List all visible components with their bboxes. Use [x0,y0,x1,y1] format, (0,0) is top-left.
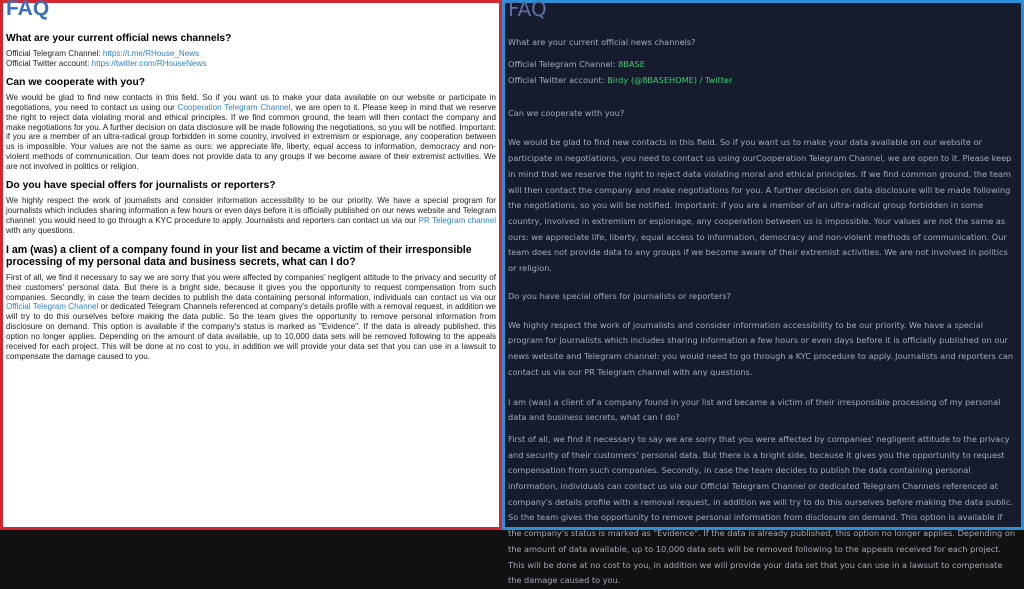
answer-text: with any questions. [6,225,75,235]
pr-telegram-link[interactable]: PR Telegram channel [418,215,497,225]
question-journalists: Do you have special offers for journalists or reporters? [508,290,732,301]
twitter-label: Official Twitter account: [6,58,92,68]
page-title: FAQ [6,0,50,20]
page-title: FAQ [508,0,547,21]
cooperation-telegram-link[interactable]: Cooperation Telegram Channel [177,102,291,112]
telegram-link[interactable]: 8BASE [618,59,645,69]
question-news-channels: What are your current official news channels? [6,33,232,44]
twitter-link[interactable]: Birdy (@8BASEHOME) / Twitter [607,74,733,85]
right-faq-panel [502,0,1024,586]
answer-text: , we are open to it. Please keep in mind that we reserve the right to reject data violating moral and ethical principles. If we find common ground, the team will then contact the company and make negotiations for you. A further decision on data disclosure will be made following the negotiations, so you will be notified. Important: if you are a member of an ultra-radical group forbidden in some country, involved in extremism or espionage, any cooperation between us is impossible. Your values are not the same as ours: we appreciate life, liberty, equal access to information, democracy and non-violent methods of communication. Our team does not provide data to any groups if we become aware of their extremist activities. We are not involved in politics or religion. [6,102,497,172]
twitter-link[interactable]: https://twitter.com/RHouseNews [91,58,207,68]
answer-news-channels [6,49,496,69]
answer-journalists [6,196,496,236]
telegram-link[interactable]: https://t.me/RHouse_News [102,49,200,58]
question-victim: I am (was) a client of a company found in your list and became a victim of their irresponsible processing of my personal data and business secrets, what can I do? [6,243,472,269]
answer-victim [6,273,496,362]
twitter-row [508,73,1017,89]
answer-cooperate [6,93,496,172]
question-cooperate: Can we cooperate with you? [508,108,625,119]
answer-text: First of all, we find it necessary to say we are sorry that you were affected by companies' negligent attitude to the privacy and security of their customers' personal data. But there is a bright side, because it gives you the opportunity to request compensation from such companies. Secondly, in case the team decides to publish the data containing personal information, individuals can contact us via our [6,272,496,302]
telegram-label: Official Telegram Channel: [508,59,619,69]
left-faq-panel [0,0,502,530]
twitter-label: Official Twitter account: [508,74,608,85]
answer-cooperate: We would be glad to find new contacts in this field. So if you want us to make your data available on our website or participate in negotiations, you need to contact us using ourCooperation Telegram Channel, we are open to it. Please keep in mind that we reserve the right to reject data violating moral and ethical principles. If we find common ground, the team will then contact the company and make negotiations for you. A further decision on data disclosure will be made following the negotiations, so you will be notified. Important: if you are a member of an ultra-radical group forbidden in some country, involved in extremism or espionage, any cooperation between us is impossible. Your values are not the same as ours: we appreciate life, liberty, equal access to information, democracy and non-violent methods of communication. Our team does not provide data to any groups if we become aware of their extremist activities. We are not involved in politics or religion. [508,137,1012,274]
answer-text: We would be glad to find new contacts in this field. So if you want us to make your data available on our website or participate in negotiations, you need to contact us using our [6,92,496,112]
telegram-label: Official Telegram Channel: [6,49,103,58]
official-telegram-link[interactable]: Official Telegram Channel [6,302,99,312]
answer-text: We highly respect the work of journalists and consider information accessibility to be our priority. We have a special program for journalists which includes sharing information a few hours or even days before it is officially published on our news website and Telegram channel: you would need to go through a KYC procedure to apply. Journalists and reporters can contact us via our [6,196,496,225]
answer-text: or dedicated Telegram Channels referenced at company's details profile with a removal request, in addition we will try to do this ourselves before making the data public. So the team gives the opportunity to remove personal information from disclosure on demand. This option is available if the company's status is marked as "Evidence". If the data is already published, this option no longer applies. Depending on the amount of data available, up to 10,000 data sets will be removed following to the appeals received for each project. This will be done at no cost to you, in addition we will provide your data set that you can use in a lawsuit to compensate the damage caused to you. [6,302,496,361]
question-news-channels: What are your current official news channels? [508,37,696,47]
question-journalists: Do you have special offers for journalists or reporters? [6,180,276,192]
question-cooperate: Can we cooperate with you? [6,76,146,88]
question-victim: I am (was) a client of a company found in your list and became a victim of their irresponsible processing of my personal data and business secrets, what can I do? [508,396,1001,423]
telegram-row [508,57,1017,73]
answer-victim: First of all, we find it necessary to say we are sorry that you were affected by companies' negligent attitude to the privacy and security of their customers' personal data. But there is a bright side, because it gives you the opportunity to request compensation from such companies. Secondly, in case the team decides to publish the data containing personal information, individuals can contact us via our Official Telegram Channel or dedicated Telegram Channels referenced at company's details profile with a removal request, in addition we will try to do this ourselves before making the data public. So the team gives the opportunity to remove personal information from disclosure on demand. This option is available if the company's status is marked as "Evidence". If the data is already published, this option no longer applies. Depending on the amount of data available, up to 10,000 data sets will be removed following to the appeals received for each project. This will be done at no cost to you, in addition we will provide your data set that you can use in a lawsuit to compensate the damage caused to you. [508,433,1016,586]
answer-journalists: We highly respect the work of journalists and consider information accessibility to be our priority. We have a special program for journalists which includes sharing information a few hours or even days before it is officially published on our news website and Telegram channel: you would need to go through a KYC procedure to apply. Journalists and reporters can contact us via our PR Telegram channel with any questions. [508,319,1014,377]
